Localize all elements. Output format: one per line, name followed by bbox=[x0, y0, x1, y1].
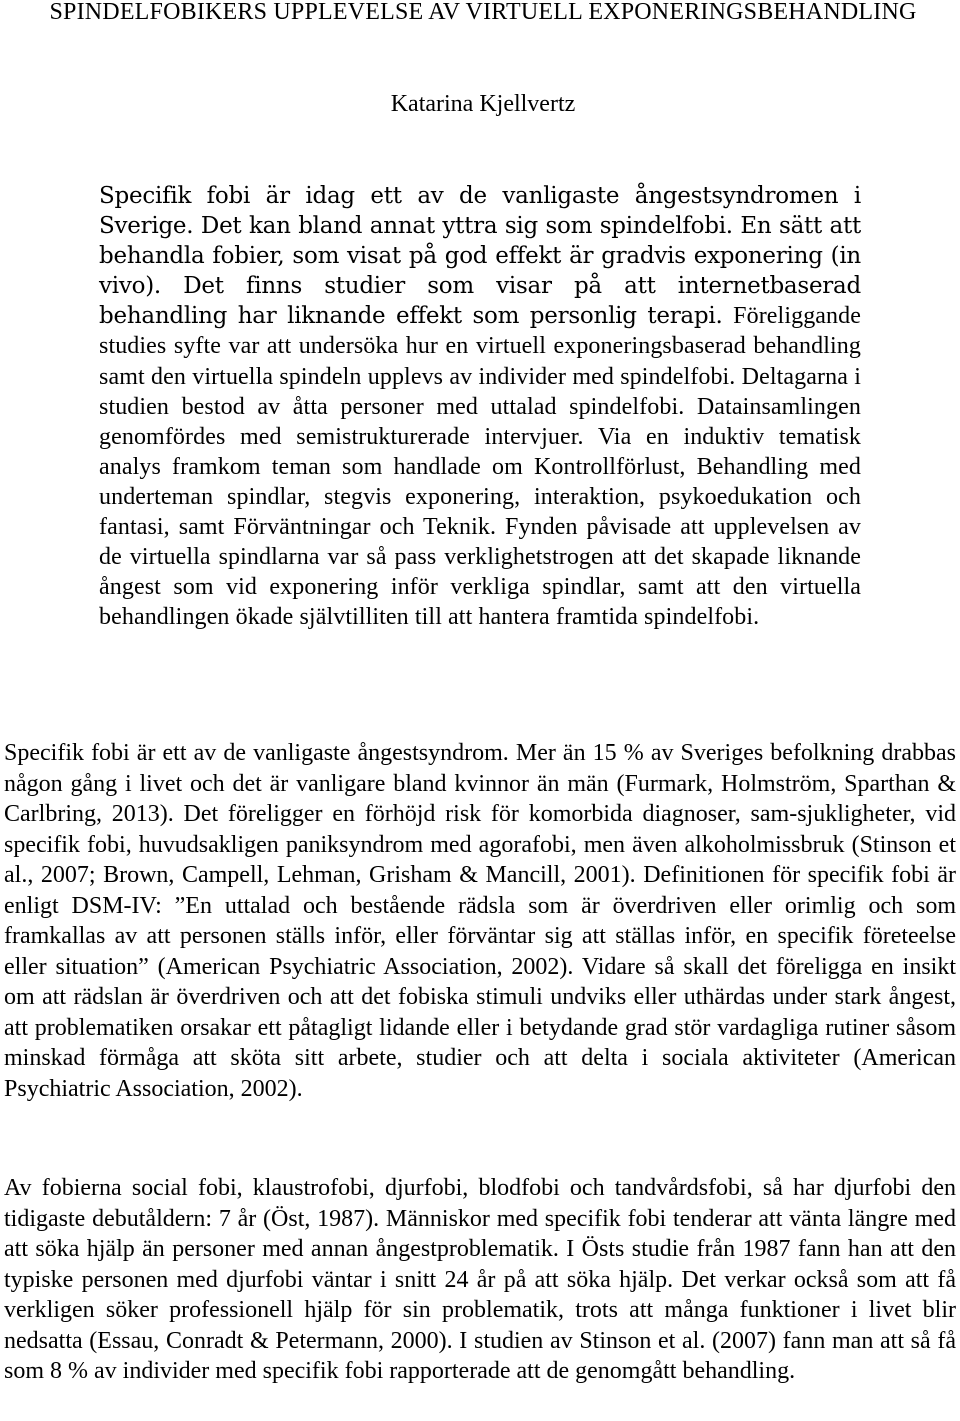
body-paragraph-1: Specifik fobi är ett av de vanligaste ångestsyndrom. Mer än 15 % av Sveriges befolkning drabbas någon gång i livet och det är vanligare bland kvinnor än män (Furmark, Holmström, Sparthan & Carlbring, 2013). Det föreligger en förhöjd risk för komorbida diagnoser, sam-sjukligheter, vid specifik fobi, huvudsakligen paniksyndrom med agorafobi, men även alkoholmissbruk (Stinson et al., 2007; Brown, Campell, Lehman, Grisham & Mancill, 2001). Definitionen för specifik fobi är enligt DSM-IV: ”En uttalad och bestående rädsla som är överdriven eller orimlig och som framkallas av att personen ställs inför, eller förväntar sig att ställas inför, en specifik företeelse eller situation” (American Psychiatric Association, 2002). Vidare så skall det föreligga en insikt om att rädslan är överdriven och att det fobiska stimuli undviks eller uthärdas under stark ångest, att problematiken orsakar ett påtagligt lidande eller i betydande grad stör vardagliga rutiner såsom minskad förmåga att sköta sitt arbete, studier och att delta i sociala aktiviteter (American Psychiatric Association, 2002). bbox=[4, 740, 956, 1102]
abstract bbox=[99, 181, 861, 632]
abstract-part-1: Specifik fobi är idag ett av de vanligaste ångestsyndromen i Sverige. Det kan bland annat yttra sig som spindelfobi. En sätt att behandla fobier, som visat på god effekt är gradvis exponering (in vivo). Det finns studier som visar på att internetbaserad behandling har liknande effekt som personlig terapi. bbox=[99, 183, 861, 330]
abstract-part-2: Föreliggande studies syfte var att undersöka hur en virtuell exponeringsbaserad behandling samt den virtuella spindeln upplevs av individer med spindelfobi. Deltagarna i studien bestod av åtta personer med uttalad spindelfobi. Datainsamlingen genomfördes med semistrukturerade intervjuer. Via en induktiv tematisk analys framkom teman som handlade om Kontrollförlust, Behandling med underteman spindlar, stegvis exponering, interaktion, psykoedukation och fantasi, samt Förväntningar och Teknik. Fynden påvisade att upplevelsen av de virtuella spindlarna var så pass verklighetstrogen att det skapade liknande ångest som vid exponering inför verkliga spindlar, samt att den virtuella behandlingen ökade självtilliten till att hantera framtida spindelfobi. bbox=[99, 303, 861, 631]
author-name: Katarina Kjellvertz bbox=[390, 91, 576, 117]
body-paragraph-2: Av fobierna social fobi, klaustrofobi, djurfobi, blodfobi och tandvårdsfobi, så har djurfobi den tidigaste debutåldern: 7 år (Öst, 1987). Människor med specifik fobi tenderar att vänta längre med att söka hjälp än personer med annan ångestproblematik. I Östs studie från 1987 fann han att den typiske personen med djurfobi väntar i snitt 24 år på att söka hjälp. Det verkar också som att få verkligen söker professionell hjälp för sin problematik, trots att många funktioner i livet blir nedsatta (Essau, Conradt & Petermann, 2000). I studien av Stinson et al. (2007) fann man att så få som 8 % av individer med specifik fobi rapporterade att de genomgått behandling. bbox=[4, 1175, 956, 1384]
paper-title: SPINDELFOBIKERS UPPLEVELSE AV VIRTUELL EXPONERINGSBEHANDLING bbox=[49, 0, 917, 25]
